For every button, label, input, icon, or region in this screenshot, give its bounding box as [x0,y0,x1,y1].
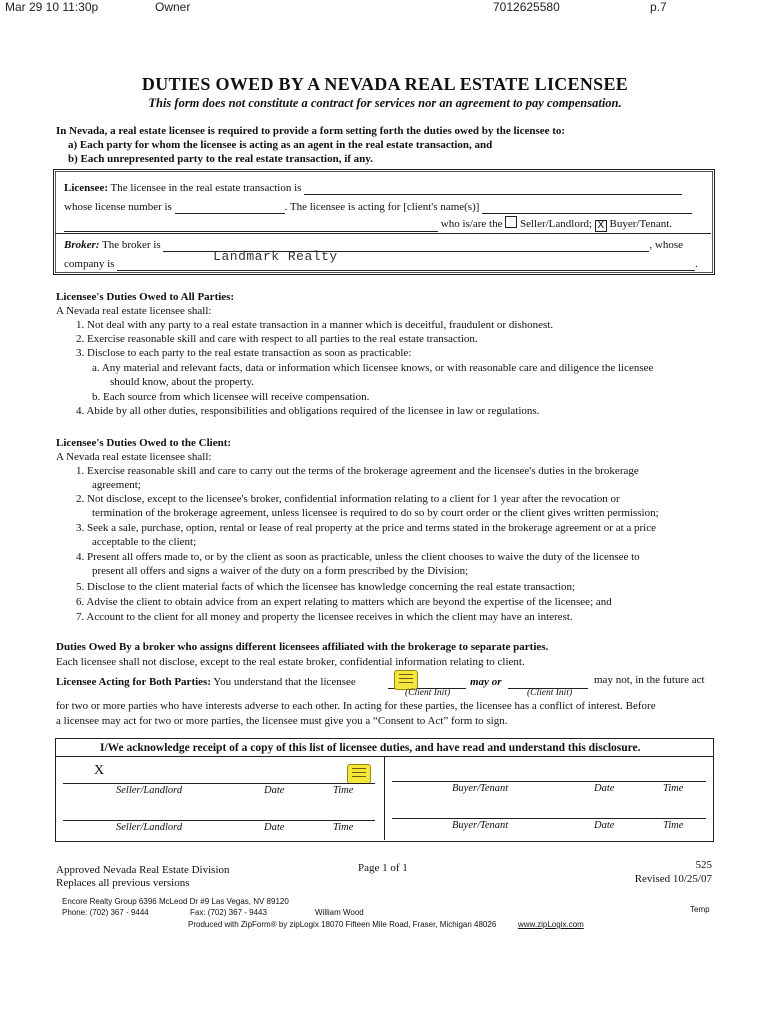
buyer-checkbox-label: Buyer/Tenant. [609,218,673,230]
licensee-text: The licensee in the real estate transaction is [110,182,302,194]
footer-replaces: Replaces all previous versions [56,877,190,889]
client-name-field[interactable] [482,213,692,214]
list-item: 1. Not deal with any party to a real estate transaction in a manner which is deceitful, fraudulent or dishonest. [76,319,554,331]
ack-center-divider [384,756,385,840]
date-label-2: Date [594,783,615,794]
both-parties-label: Licensee Acting for Both Parties: [56,676,211,688]
seller-checkbox-label: Seller/Landlord; [519,218,593,230]
date-label-4: Date [594,820,615,831]
intro-item-a: a) Each party for whom the licensee is acting as an agent in the real estate transaction, and [68,139,493,151]
footer-temp: Temp [690,905,710,914]
time-label-4: Time [663,820,684,831]
company-period: . [695,258,698,270]
document-title: DUTIES OWED BY A NEVADA REAL ESTATE LICENSEE [141,74,629,94]
footer-form-number: 525 [695,859,712,871]
list-item: 3. Seek a sale, purchase, option, rental or lease of real property at the price and terms stated in the brokerage agreement or at a price [76,522,656,534]
buyer-signature-line-2[interactable] [392,818,706,819]
buyer-checkbox[interactable]: X [595,220,607,232]
licensee-row [64,181,682,195]
broker-section-line: Each licensee shall not disclose, except to the real estate broker, confidential information relating to client. [56,656,525,668]
list-item: 3. Disclose to each party to the real estate transaction as soon as practicable: [76,347,412,359]
list-item: 4. Present all offers made to, or by the client as soon as practicable, unless the client chooses to waive the duty of the licensee to [76,551,640,563]
both-parties-line3: a licensee may act for two or more parties, the licensee must give you a “Consent to Act” form to sign. [56,715,508,727]
client-name-field-2[interactable] [64,231,438,232]
broker-text: The broker is [102,239,161,251]
fax-owner: Owner [155,0,191,14]
box-divider [55,233,711,234]
both-parties-line2: for two or more parties who have interests adverse to each other. In acting for these parties, the licensee has a conflict of interest. Before [56,700,656,712]
acting-for-text: . The licensee is acting for [client's name(s)] [284,201,480,213]
list-item: 2. Exercise reasonable skill and care with respect to all parties to the real estate transaction. [76,333,478,345]
time-label-1: Time [333,785,354,796]
document-subtitle: This form does not constitute a contract for services nor an agreement to pay compensation. [148,96,622,110]
list-item: a. Any material and relevant facts, data or information which licensee knows, or with reasonable care and diligence the licensee [92,362,654,374]
broker-section-heading: Duties Owed By a broker who assigns different licensees affiliated with the brokerage to separate parties. [56,641,549,653]
footer-revised: Revised 10/25/07 [634,873,712,885]
buyer-label-1: Buyer/Tenant [452,783,509,794]
both-parties-text: You understand that the licensee [213,676,356,688]
list-item: 6. Advise the client to obtain advice from an expert relating to matters which are beyond the expertise of the licensee; and [76,596,612,608]
all-parties-heading: Licensee's Duties Owed to All Parties: [56,291,235,303]
footer-phone: Phone: (702) 367 - 9444 [62,908,149,917]
who-text: who is/are the [440,218,503,230]
may-or-text: may or [470,676,502,688]
footer-page: Page 1 of 1 [358,862,408,874]
list-item: present all offers and signs a waiver of the duty on a form prescribed by the Division; [92,565,469,577]
list-item: 5. Disclose to the client material facts of which the licensee has knowledge concerning the real estate transaction; [76,581,576,593]
client-heading: Licensee's Duties Owed to the Client: [56,437,232,449]
list-item: termination of the brokerage agreement, unless licensee is required to do so by court order or the client gives written permission; [92,507,659,519]
fax-page: p.7 [650,0,667,14]
time-label-3: Time [333,822,354,833]
footer-fax: Fax: (702) 367 - 9443 [190,908,267,917]
broker-label: Broker: [64,239,100,251]
may-not-text: may not, in the future act [594,674,705,686]
list-item: b. Each source from which licensee will receive compensation. [92,391,370,403]
list-item: 4. Abide by all other duties, responsibilities and obligations required of the licensee in law or regulations. [76,405,540,417]
ack-heading: I/We acknowledge receipt of a copy of this list of licensee duties, and have read and understand this disclosure. [100,742,641,754]
list-item: agreement; [92,479,141,491]
intro-line: In Nevada, a real estate licensee is required to provide a form setting forth the duties owed by the licensee to: [56,125,566,137]
licensee-name-field[interactable] [304,194,682,195]
date-label-3: Date [264,822,285,833]
footer-approved: Approved Nevada Real Estate Division [56,864,230,876]
license-number-text: whose license number is [64,201,172,213]
list-item: 7. Account to the client for all money and property the licensee receives in which the client may have an interest. [76,611,573,623]
footer-agent: William Wood [315,908,364,917]
all-parties-lead: A Nevada real estate licensee shall: [56,305,212,317]
footer-produced: Produced with ZipForm® by zipLogix 18070 Fifteen Mile Road, Fraser, Michigan 48026 [188,920,497,929]
fax-phone: 7012625580 [493,0,560,14]
company-text: company is [64,258,115,270]
list-item: should know, about the property. [110,376,254,388]
seller-checkbox[interactable] [505,216,517,228]
seller-signature-line-1[interactable] [63,783,375,784]
licensee-label: Licensee: [64,182,108,194]
list-item: acceptable to the client; [92,536,197,548]
client-last-label: (Client Init) [527,688,573,698]
company-row [64,249,698,271]
footer-url-link[interactable]: www.zipLogix.com [518,920,584,929]
seller-label-1: Seller/Landlord [116,785,183,796]
signature-x-mark: X [94,763,105,778]
time-label-2: Time [663,783,684,794]
broker-row [64,238,683,252]
buyer-label-2: Buyer/Tenant [452,820,509,831]
intro-item-b: b) Each unrepresented party to the real estate transaction, if any. [68,153,373,165]
whose-text: , whose [649,239,684,251]
list-item: 1. Exercise reasonable skill and care to carry out the terms of the brokerage agreement and the licensee's duties in the brokerage [76,465,639,477]
seller-label-2: Seller/Landlord [116,822,183,833]
client-lead: A Nevada real estate licensee shall: [56,451,212,463]
footer-company: Encore Realty Group 6396 McLeod Dr #9 Las Vegas, NV 89120 [62,897,289,906]
both-parties-row [56,675,356,689]
comment-note-icon[interactable] [347,764,371,784]
comment-note-icon[interactable] [394,670,418,690]
license-number-row [64,200,692,214]
fax-date: Mar 29 10 11:30p [5,0,99,14]
company-value: Landmark Realty [213,249,338,264]
client-init-label: (Client Init) [405,688,451,698]
list-item: 2. Not disclose, except to the licensee's broker, confidential information relating to a client for 1 year after the revocation or [76,493,620,505]
company-field[interactable] [117,249,695,271]
seller-signature-line-2[interactable] [63,820,375,821]
date-label-1: Date [264,785,285,796]
license-number-field[interactable] [175,213,285,214]
buyer-signature-line-1[interactable] [392,781,706,782]
client-role-row [64,216,672,232]
